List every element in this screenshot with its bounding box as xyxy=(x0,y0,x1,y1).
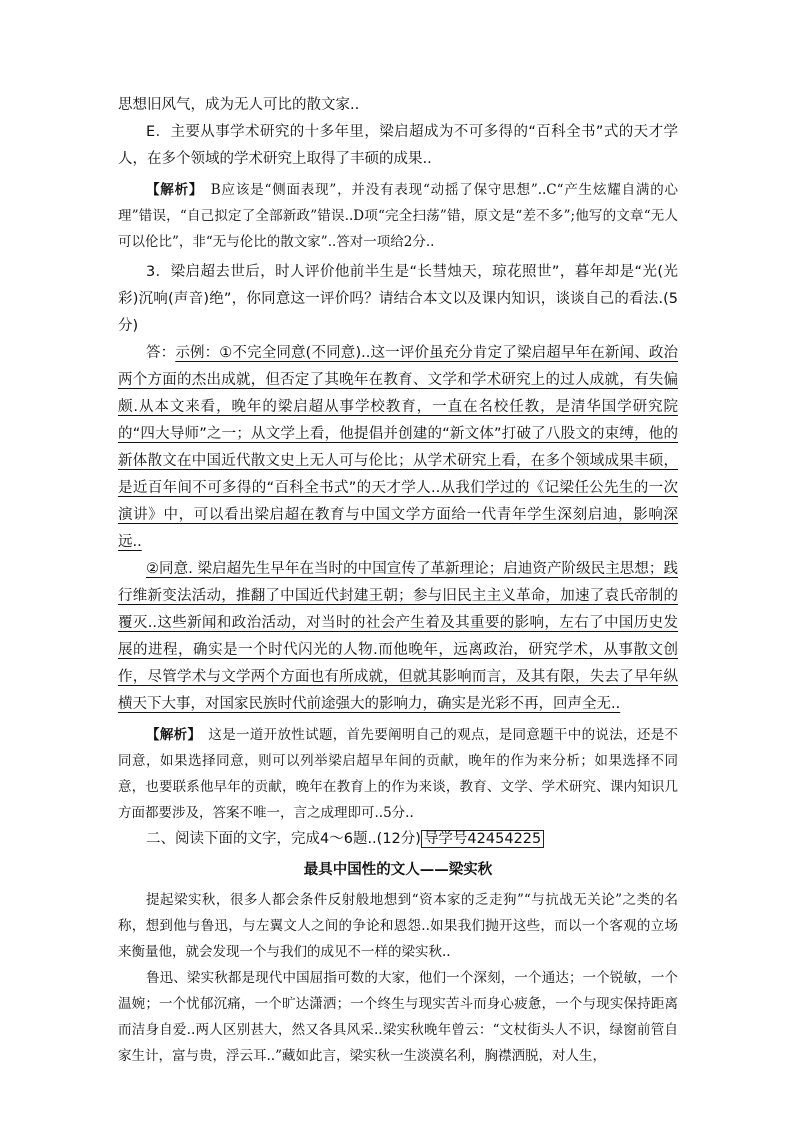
analysis-2 xyxy=(118,722,678,826)
article-title: 最具中国性的文人——梁实秋 xyxy=(303,862,493,878)
section-2-heading xyxy=(118,826,678,853)
answer-2-text: ②同意. 梁启超先生早年在当时的中国宣传了革新理论；启迪资产阶级民主思想；践行维新变法活动，推翻了中国近代封建王朝；参与旧民主主义革命，加速了袁氏帝制的覆灭..这些新闻和政治活动，对当时的社会产生着及其重要的影响，左右了中国历史发展的进程，确实是一个时代闪光的人物.而他晚年，远离政治，研究学术，从事散文创作，尽管学术与文学两个方面也有所成就，但就其影响而言，及其有限，失去了早年纵横天下大事，对国家民族时代前途强大的影响力，确实是光彩不再，回声全无.. xyxy=(118,561,678,712)
section-2-text: 二、阅读下面的文字，完成4～6题..(12分) xyxy=(146,831,421,847)
question-3: 3．梁启超去世后，时人评价他前半生是“长彗烛天，琼花照世”，暮年却是“光(光彩)沉响(声音)绝”，你同意这一评价吗？请结合本文以及课内知识，谈谈自己的看法.(5分) xyxy=(118,264,678,334)
answer-prefix: 答： xyxy=(146,345,176,361)
answer-1 xyxy=(118,340,678,556)
analysis-2-text: 这是一道开放性试题，首先要阐明自己的观点，是同意题干中的说法，还是不同意，如果选择同意，则可以列举梁启超早年间的贡献，晚年的作为来分析；如果选择不同意，也要联系他早年的贡献，晚年在教育上的作为来谈，教育、文学、学术研究、课内知识几方面都要涉及，答案不唯一，言之成理即可..5分.. xyxy=(118,727,679,821)
article-para-1: 提起梁实秋，很多人都会条件反射般地想到“资本家的乏走狗”“与抗战无关论”之类的名称，想到他与鲁迅，与左翼文人之间的争论和恩怨..如果我们抛开这些，而以一个客观的立场来衡量他，就会发现一个与我们的成见不一样的梁实秋.. xyxy=(118,892,678,960)
answer-1-text: 示例：①不完全同意(不同意)..这一评价虽充分肯定了梁启超早年在新闻、政治两个方面的杰出成就，但否定了其晚年在教育、文学和学术研究上的过人成就，有失偏颇.从本文来看，晚年的梁启超从事学校教育，一直在名校任教，是清华国学研究院的“四大导师”之一；从文学上看，他提倡并创建的“新文体”打破了八股文的束缚，他的新体散文在中国近代散文史上无人可与伦比；从学术研究上看，在多个领域成果丰硕，是近百年间不可多得的“百科全书式”的天才学人..从我们学过的《记梁任公先生的一次演讲》中，可以看出梁启超在教育与中国文学方面给一代青年学生深刻启迪，影响深远.. xyxy=(118,345,679,550)
text-line-1: 思想旧风气，成为无人可比的散文家.. xyxy=(118,97,360,113)
guide-code: 导学号42454225 xyxy=(421,830,544,848)
article-para-2: 鲁迅、梁实秋都是现代中国屈指可数的大家，他们一个深刻，一个通达；一个锐敏，一个温婉；一个忧郁沉痛，一个旷达潇洒；一个终生与现实苦斗而身心疲惫，一个与现实保持距离而洁身自爱..两人区别甚大，然又各具风采..梁实秋晚年曾云：“文杖街头人不识，绿窗前管自家生计，富与贵，浮云耳..”藏如此言，梁实秋一生淡漠名利，胸襟洒脱，对人生， xyxy=(118,970,678,1064)
analysis-label-2: 【解析】 xyxy=(146,727,195,743)
analysis-1-text: B应该是“侧面表现”，并没有表现“动摇了保守思想”..C“产生炫耀自满的心理”错误，“自己拟定了全部新政”错误..D项“完全扫荡”错，原文是“差不多”;他写的文章“无人可以伦比”，非“无与伦比的散文家”..答对一项给2分.. xyxy=(118,182,679,250)
answer-2 xyxy=(118,556,678,718)
analysis-label: 【解析】 xyxy=(146,182,197,198)
analysis-1 xyxy=(118,177,678,255)
document-page xyxy=(118,92,678,1069)
option-e: E．主要从事学术研究的十多年里，梁启超成为不可多得的“百科全书”式的天才学人，在多个领域的学术研究上取得了丰硕的成果.. xyxy=(118,124,678,167)
